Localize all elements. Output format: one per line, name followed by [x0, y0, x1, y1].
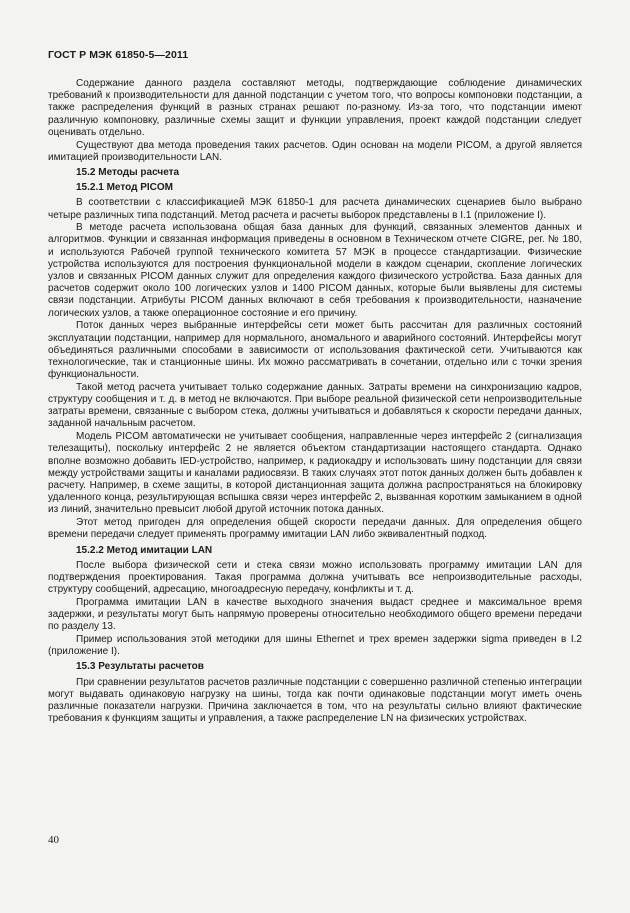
- standard-header: ГОСТ Р МЭК 61850-5—2011: [48, 49, 189, 61]
- paragraph-picom-1: В соответствии с классификацией МЭК 61850-1 для расчета динамических сценариев было выбрано четыре различных типа подстанций. Метод расчета и расчеты выборок представлены в I.1 (приложение I).: [48, 197, 582, 221]
- paragraph-picom-6: Этот метод пригоден для определения общей скорости передачи данных. Для определения общего времени передачи следует применять программу имитации LAN либо эквивалентный подход.: [48, 517, 582, 541]
- heading-15-2-1: 15.2.1 Метод PICOM: [76, 182, 173, 194]
- heading-15-3: 15.3 Результаты расчетов: [76, 661, 204, 673]
- paragraph-intro-1: Содержание данного раздела составляют методы, подтверждающие соблюдение динамических требований к производительности для данной подстанции с учетом того, что вопросы компоновки подстанции, а также распределения функций в разных странах решают по-разному. Из-за того, что подстанции имеют различную компоновку, различные схемы защит и функции управления, проект каждой подстанции следует оценивать отдельно.: [48, 78, 582, 138]
- paragraph-lan-1: После выбора физической сети и стека связи можно использовать программу имитации LAN для подтверждения проектирования. Такая программа должна учитывать все непроизводительные расходы, структуру сообщений, адресацию, многоадресную передачу, конфликты и т. д.: [48, 559, 582, 596]
- paragraph-picom-4: Такой метод расчета учитывает только содержание данных. Затраты времени на синхронизацию кадров, структуру сообщения и т. д. в метод не включаются. При выборе реальной физической сети непроизводительные затраты времени, связанные с выбором стека, должны учитываться и добавляться к скорости передачи данных, заданной начальным расчетом.: [48, 381, 582, 430]
- body-text: [48, 78, 582, 725]
- paragraph-picom-2: В методе расчета использована общая база данных для функций, связанных элементов данных и алгоритмов. Функции и связанная информация приведены в основном в Техническом отчете CIGRE, рег. № 180, и используются Рабочей группой технического комитета 57 МЭК в процессе стандартизации. Физические устройства используются для построения функциональной модели в каждом сценарии, скопление логических узлов и связанных PICOM данных служит для определения каждого физического устройства. База данных для расчетов содержит около 100 логических узлов и 1400 PICOM данных, которые были выявлены для системы связи подстанции. Атрибуты PICOM данных включают в себя требования к производительности, назначение логических узлов, а также операционное состояние и его причину.: [48, 222, 582, 319]
- paragraph-lan-2: Программа имитации LAN в качестве выходного значения выдаст среднее и максимальное время задержки, и результаты могут быть напрямую проверены относительно необходимого общего времени передачи по разделу 13.: [48, 596, 582, 633]
- paragraph-picom-5: Модель PICOM автоматически не учитывает сообщения, направленные через интерфейс 2 (сигнализация телезащиты), поскольку интерфейс 2 не является объектом стандартизации настоящего стандарта. Однако вполне возможно добавить IED-устройство, например, к радиокадру и использовать шину подстанции для связи между устройствами защиты и каналами радиосвязи. В таких случаях этот поток данных должен быть добавлен к расчету. Например, в схеме защиты, в которой дистанционная защита должна распространяться на блокировку удаленного конца, результирующая вспышка связи через интерфейс 2, вызванная коротким замыканием в одной из линий, значительно превысит любой другой источник потока данных.: [48, 431, 582, 516]
- paragraph-picom-3: Поток данных через выбранные интерфейсы сети может быть рассчитан для различных состояний эксплуатации подстанции, например для нормального, аномального и аварийного состояний. Интерфейсы могут объединяться различными способами в зависимости от использования фактической сети. Учитываются как технологические, так и станционные шины. Их можно рассматривать в сочетании, отдельно или с точки зрения функциональности.: [48, 320, 582, 381]
- paragraph-results-1: При сравнении результатов расчетов различные подстанции с совершенно различной степенью интеграции могут выдавать одинаковую нагрузку на шины, тогда как почти одинаковые подстанции могут иметь очень различные показатели нагрузки. Причина заключается в том, что на результаты сильно влияют фактические требования к функциям защиты и управления, а также распределение LN на физических устройствах.: [48, 676, 582, 725]
- heading-15-2: 15.2 Методы расчета: [76, 166, 180, 178]
- paragraph-intro-2: Существуют два метода проведения таких расчетов. Один основан на модели PICOM, а другой является имитацией производительности LAN.: [48, 139, 582, 163]
- heading-15-2-2: 15.2.2 Метод имитации LAN: [76, 544, 213, 556]
- page-number: 40: [48, 834, 59, 846]
- paragraph-lan-3: Пример использования этой методики для шины Ethernet и трех времен задержки sigma приведен в I.2 (приложение I).: [48, 633, 582, 658]
